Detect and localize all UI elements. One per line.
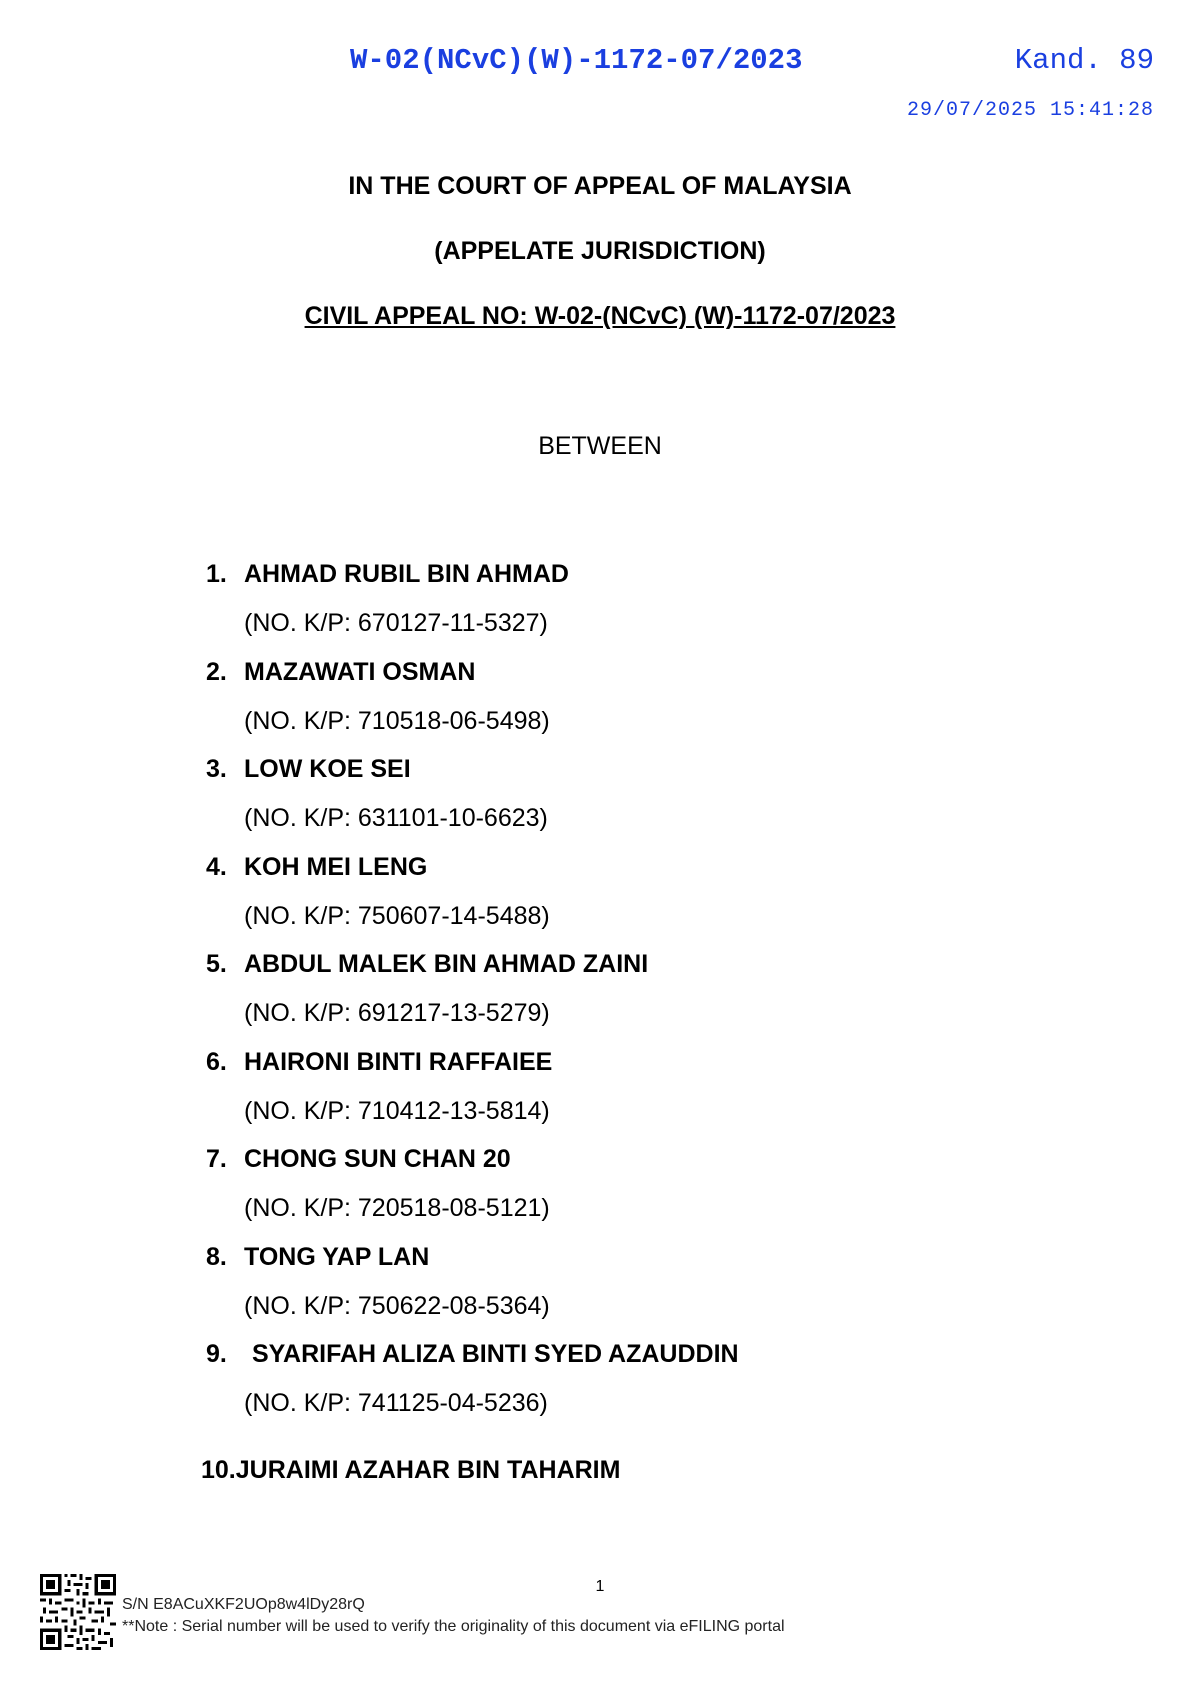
party-number: 2. xyxy=(206,657,227,686)
party-name: KOH MEI LENG xyxy=(244,852,428,881)
party-name: TONG YAP LAN xyxy=(244,1242,430,1271)
party-list xyxy=(206,560,1106,1438)
party-number: 7. xyxy=(206,1145,227,1173)
party-item xyxy=(206,755,1106,853)
party-name: AHMAD RUBIL BIN AHMAD xyxy=(244,560,569,588)
kand-stamp: Kand. 89 xyxy=(1014,44,1154,77)
party-name: HAIRONI BINTI RAFFAIEE xyxy=(244,1047,553,1076)
party-item xyxy=(206,1340,1106,1438)
party-ic-number: (NO. K/P: 710412-13-5814) xyxy=(244,1096,550,1125)
qr-code-icon xyxy=(40,1574,116,1650)
party-item-10: 10.JURAIMI AZAHAR BIN TAHARIM xyxy=(201,1456,621,1484)
party-ic-number: (NO. K/P: 631101-10-6623) xyxy=(244,804,548,832)
party-number: 1. xyxy=(206,560,227,588)
party-item xyxy=(206,1048,1106,1146)
party-name: CHONG SUN CHAN 20 xyxy=(244,1145,511,1173)
page-number: 1 xyxy=(595,1578,605,1595)
appeal-number: CIVIL APPEAL NO: W-02-(NCvC) (W)-1172-07/2023 xyxy=(304,302,896,330)
party-number: 5. xyxy=(206,950,227,978)
party-item xyxy=(206,1243,1106,1341)
party-ic-number: (NO. K/P: 691217-13-5279) xyxy=(244,999,550,1027)
party-ic-number: (NO. K/P: 741125-04-5236) xyxy=(244,1389,548,1417)
party-item xyxy=(206,950,1106,1048)
case-number-stamp: W-02(NCvC)(W)-1172-07/2023 xyxy=(350,44,803,77)
party-item xyxy=(206,560,1106,658)
party-name: ABDUL MALEK BIN AHMAD ZAINI xyxy=(244,950,649,978)
party-name: SYARIFAH ALIZA BINTI SYED AZAUDDIN xyxy=(252,1340,739,1368)
party-number: 8. xyxy=(206,1242,227,1271)
between-label: BETWEEN xyxy=(538,432,662,460)
party-number: 6. xyxy=(206,1047,227,1076)
party-ic-number: (NO. K/P: 670127-11-5327) xyxy=(244,609,548,637)
court-title: IN THE COURT OF APPEAL OF MALAYSIA xyxy=(348,172,852,200)
party-ic-number: (NO. K/P: 710518-06-5498) xyxy=(244,706,550,735)
party-ic-number: (NO. K/P: 750607-14-5488) xyxy=(244,901,550,930)
serial-number: S/N E8ACuXKF2UOp8w4lDy28rQ xyxy=(122,1596,365,1613)
party-name: MAZAWATI OSMAN xyxy=(244,657,476,686)
party-number: 3. xyxy=(206,755,227,783)
party-ic-number: (NO. K/P: 720518-08-5121) xyxy=(244,1194,550,1222)
party-item xyxy=(206,853,1106,951)
verification-note: **Note : Serial number will be used to verify the originality of this document via eFILING portal xyxy=(122,1618,785,1635)
filing-datetime-stamp: 29/07/2025 15:41:28 xyxy=(906,99,1154,122)
jurisdiction-title: (APPELATE JURISDICTION) xyxy=(434,237,766,265)
party-name: LOW KOE SEI xyxy=(244,755,411,783)
party-number: 4. xyxy=(206,852,227,881)
party-ic-number: (NO. K/P: 750622-08-5364) xyxy=(244,1291,550,1320)
party-item xyxy=(206,1145,1106,1243)
party-number: 9. xyxy=(206,1340,227,1368)
party-item xyxy=(206,658,1106,756)
